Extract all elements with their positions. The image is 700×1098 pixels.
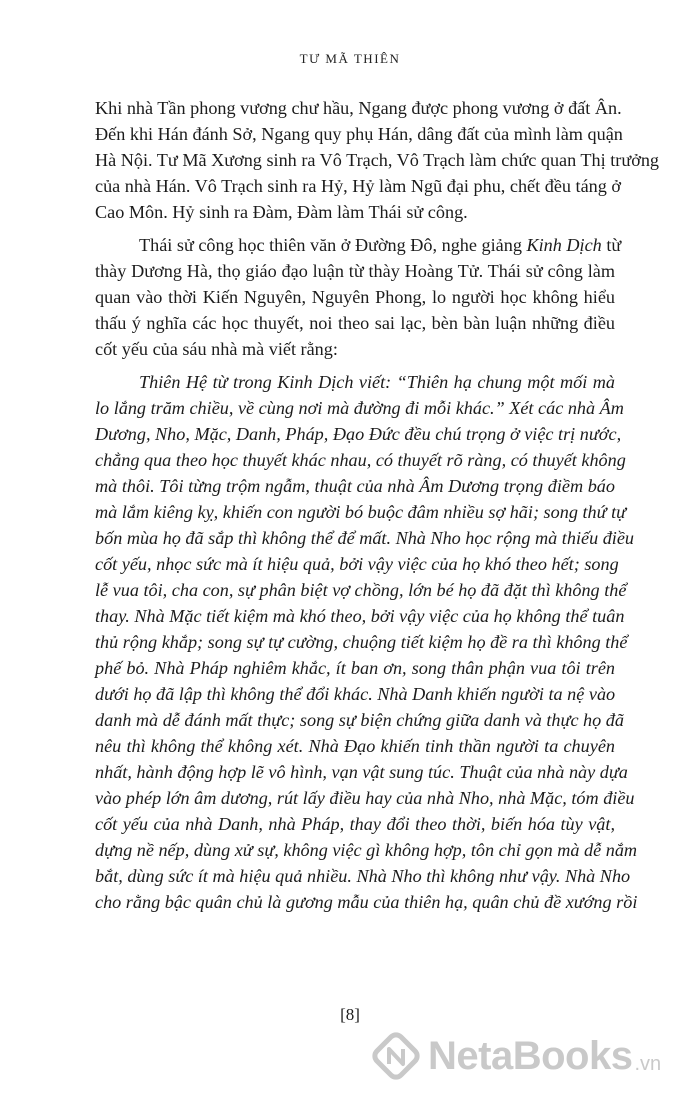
watermark-tld: .vn (634, 1053, 662, 1075)
text-line: lễ vua tôi, cha con, sự phân biệt vợ chồng, lớn bé họ đã đặt thì không thể (95, 580, 627, 600)
text-line: Thiên Hệ từ trong Kinh Dịch viết: “Thiên hạ chung một mối mà (139, 372, 615, 392)
text-line: Dương, Nho, Mặc, Danh, Pháp, Đạo Đức đều chú trọng ở việc trị nước, (95, 424, 622, 444)
text-line: thày Dương Hà, thọ giáo đạo luận từ thày Hoàng Tử. Thái sử công làm (95, 261, 615, 281)
text-line: thủ rộng khắp; song sự tự cường, chuộng tiết kiệm họ đề ra thì không thể (95, 632, 628, 652)
text-segment: từ (601, 235, 622, 255)
text-line: chẳng qua theo học thuyết khác nhau, có thuyết rõ ràng, có thuyết không (95, 450, 626, 470)
page-number: [8] (340, 1005, 360, 1024)
paragraph-1 (95, 95, 660, 225)
text-line: quan vào thời Kiến Nguyên, Nguyên Phong, lo người học không hiểu (95, 287, 615, 307)
text-line: Hà Nội. Tư Mã Xương sinh ra Vô Trạch, Vô Trạch làm chức quan Thị trưởng (95, 150, 660, 170)
text-line: cho rằng bậc quân chủ là gương mẫu của thiên hạ, quân chủ đề xướng rồi (95, 892, 638, 912)
text-line: phế bỏ. Nhà Pháp nghiêm khắc, ít ban ơn, song thân phận vua tôi trên (95, 658, 615, 678)
netabooks-logo-icon (370, 1030, 422, 1082)
text-segment: Thái sử công học thiên văn ở Đường Đô, nghe giảng (139, 235, 527, 255)
paragraph-2 (95, 232, 622, 362)
text-line: cốt yếu, nhọc sức mà ít hiệu quả, bởi vậy việc của họ khó theo hết; song (95, 554, 619, 574)
text-line: mà lắm kiêng kỵ, khiến con người bó buộc đâm nhiều sợ hãi; song thứ tự (95, 502, 627, 522)
running-header (0, 51, 700, 67)
text-line: Cao Môn. Hỷ sinh ra Đàm, Đàm làm Thái sử công. (95, 202, 468, 222)
text-line: cốt yếu của sáu nhà mà viết rằng: (95, 339, 338, 359)
text-line: Đến khi Hán đánh Sở, Ngang quy phụ Hán, dâng đất của mình làm quận (95, 124, 623, 144)
text-line: nhất, hành động hợp lẽ vô hình, vạn vật sung túc. Thuật của nhà này dựa (95, 762, 628, 782)
text-line: lo lắng trăm chiều, về cùng nơi mà đường đi mỗi khác.” Xét các nhà Âm (95, 398, 624, 418)
text-line: vào phép lớn âm dương, rút lấy điều hay của nhà Nho, nhà Mặc, tóm điều (95, 788, 635, 808)
text-line: mà thôi. Tôi từng trộm ngẫm, thuật của nhà Âm Dương trọng điềm báo (95, 476, 615, 496)
watermark-text: NetaBooks (428, 1033, 633, 1078)
body-text (95, 95, 660, 915)
text-line: bốn mùa họ đã sắp thì không thể để mất. Nhà Nho học rộng mà thiếu điều (95, 528, 635, 548)
text-line: danh mà dễ đánh mất thực; song sự biện chứng giữa danh và thực họ đã (95, 710, 624, 730)
text-line: cốt yếu của nhà Danh, nhà Pháp, thay đổi theo thời, biến hóa tùy vật, (95, 814, 615, 834)
text-line: dựng nề nếp, dùng xử sự, không việc gì không hợp, tôn chỉ gọn mà dễ nắm (95, 840, 638, 860)
text-line: thấu ý nghĩa các học thuyết, noi theo sai lạc, bèn bàn luận những điều (95, 313, 615, 333)
running-title: TƯ MÃ THIÊN (299, 51, 401, 66)
watermark (370, 1030, 661, 1082)
text-line: của nhà Hán. Vô Trạch sinh ra Hỷ, Hỷ làm Ngũ đại phu, chết đều táng ở (95, 176, 622, 196)
text-line: Khi nhà Tần phong vương chư hầu, Ngang được phong vương ở đất Ân. (95, 98, 622, 118)
text-line: thay. Nhà Mặc tiết kiệm mà khó theo, bởi vậy việc của họ không thể tuân (95, 606, 625, 626)
quoted-passage (95, 369, 638, 915)
text-line (95, 232, 622, 258)
text-line: bắt, dùng sức ít mà hiệu quả nhiều. Nhà Nho thì không như vậy. Nhà Nho (95, 866, 631, 886)
book-title: Kinh Dịch (526, 235, 602, 255)
text-line: nêu thì không thể không xét. Nhà Đạo khiến tinh thần người ta chuyên (95, 736, 615, 756)
text-line: dưới họ đã lập thì không thể đổi khác. Nhà Danh khiến người ta nệ vào (95, 684, 616, 704)
